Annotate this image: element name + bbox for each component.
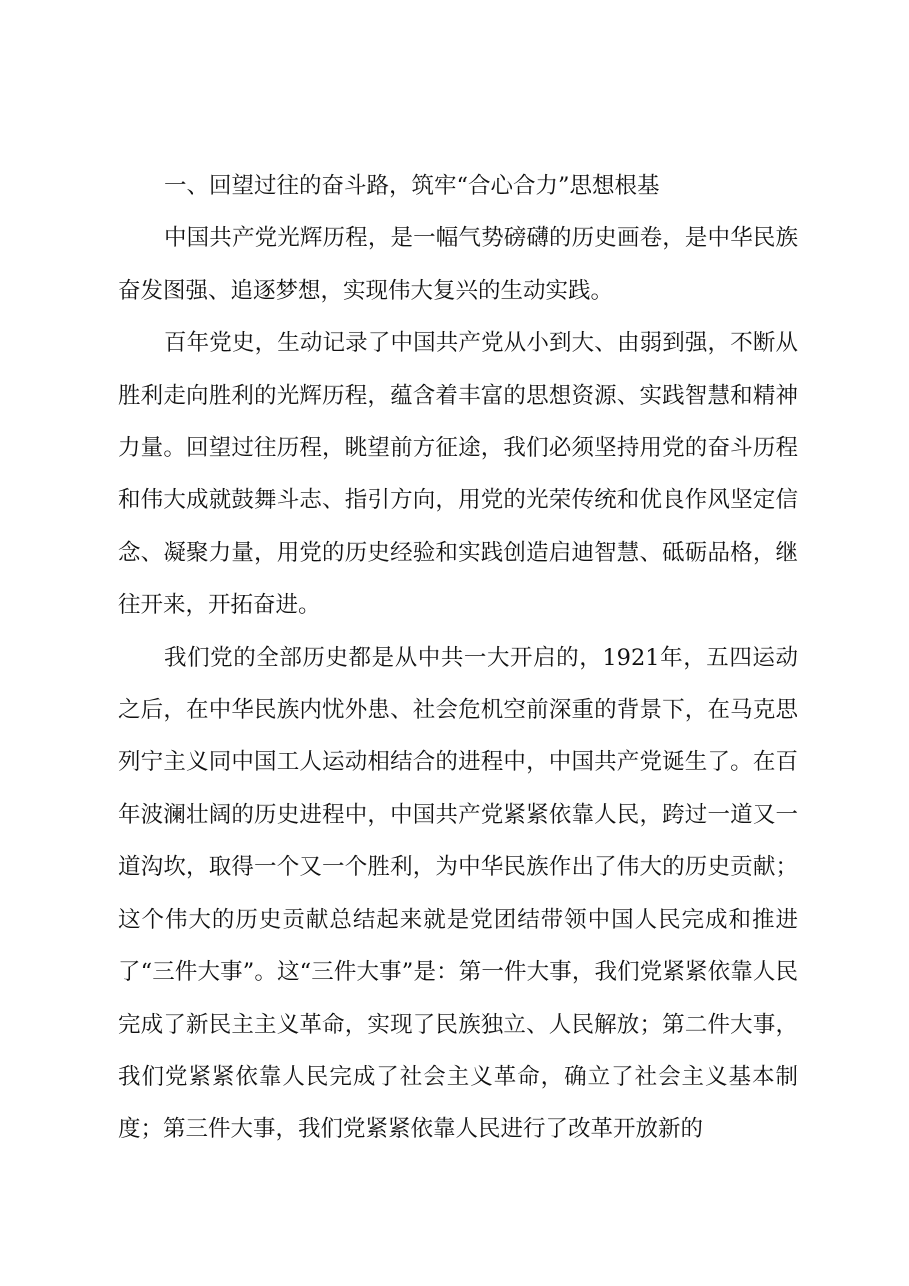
document-body bbox=[118, 160, 798, 1156]
paragraph-intro: 中国共产党光辉历程，是一幅气势磅礴的历史画卷，是中华民族奋发图强、追逐梦想，实现伟大复兴的生动实践。 bbox=[118, 225, 798, 304]
section-heading: 一、回望过往的奋斗路，筑牢“合心合力”思想根基 bbox=[164, 173, 660, 199]
paragraph-three-major-events: 我们党的全部历史都是从中共一大开启的，1921年，五四运动之后，在中华民族内忧外患、社会危机空前深重的背景下，在马克思列宁主义同中国工人运动相结合的进程中，中国共产党诞生了。在百年波澜壮阔的历史进程中，中国共产党紧紧依靠人民，跨过一道又一道沟坎，取得一个又一个胜利，为中华民族作出了伟大的历史贡献；这个伟大的历史贡献总结起来就是党团结带领中国人民完成和推进了“三件大事”。这“三件大事”是：第一件大事，我们党紧紧依靠人民完成了新民主主义革命，实现了民族独立、人民解放；第二件大事，我们党紧紧依靠人民完成了社会主义革命，确立了社会主义基本制度；第三件大事，我们党紧紧依靠人民进行了改革开放新的 bbox=[118, 644, 798, 1143]
paragraph-party-history: 百年党史，生动记录了中国共产党从小到大、由弱到强，不断从胜利走向胜利的光辉历程，蕴含着丰富的思想资源、实践智慧和精神力量。回望过往历程，眺望前方征途，我们必须坚持用党的奋斗历程和伟大成就鼓舞斗志、指引方向，用党的光荣传统和优良作风坚定信念、凝聚力量，用党的历史经验和实践创造启迪智慧、砥砺品格，继往开来，开拓奋进。 bbox=[118, 330, 798, 619]
